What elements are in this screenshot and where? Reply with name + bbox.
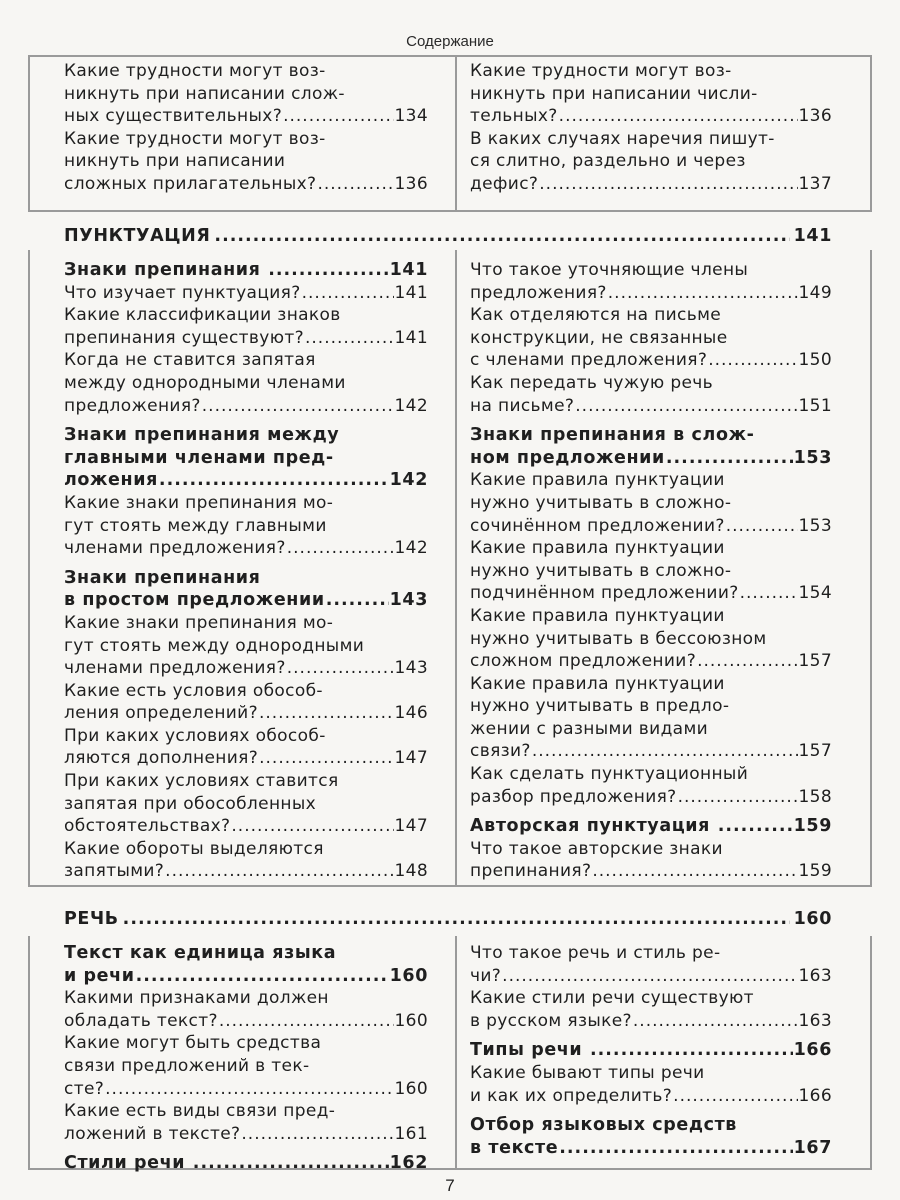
toc-page-number: 160: [394, 1010, 428, 1031]
leader-dots: [287, 537, 394, 560]
toc-entry-text: обладать текст?: [64, 1010, 218, 1031]
toc-page-number: 149: [798, 282, 832, 303]
toc-entry-line: нужно учитывать в бессоюзном: [470, 628, 767, 649]
leader-dots: [241, 1123, 393, 1146]
toc-entry-text: тельных?: [470, 106, 558, 127]
toc-entry-text: ляются дополнения?: [64, 748, 259, 769]
toc-page-number: 148: [394, 861, 428, 882]
toc-entry-line: При каких условиях ставится: [64, 771, 339, 792]
toc-entry-lastline: [64, 282, 428, 305]
toc-entry-lastline: [64, 657, 428, 680]
page-header: Содержание: [406, 33, 494, 50]
toc-entry-line: между однородными членами: [64, 372, 346, 393]
toc-entry-lastline: [64, 815, 428, 838]
toc-entry-text: в простом предложении: [64, 590, 325, 611]
toc-entry-line: Какие бывают типы речи: [470, 1062, 705, 1083]
leader-dots: [283, 105, 393, 128]
leader-dots: [590, 1039, 793, 1062]
toc-page-number: 141: [394, 282, 428, 303]
toc-entry-text: в русском языке?: [470, 1010, 632, 1031]
toc-entry-text: Стили речи: [64, 1153, 192, 1174]
toc-page-number: 141: [389, 260, 428, 280]
toc-subsection[interactable]: [64, 942, 428, 987]
toc-entry-line: Что такое уточняющие члены: [470, 260, 749, 280]
toc-entry-line: нужно учитывать в сложно-: [470, 492, 732, 513]
toc-entry-text: ном предложении: [470, 447, 665, 468]
toc-entry[interactable]: [470, 128, 832, 196]
toc-entry-lastline: [64, 1123, 428, 1146]
toc-page-number: 163: [798, 965, 832, 986]
toc-entry-lastline: [64, 537, 428, 560]
toc-page-number: 166: [798, 1085, 832, 1106]
toc-entry[interactable]: [64, 838, 428, 883]
toc-entry-line: Что такое авторские знаки: [470, 838, 723, 859]
toc-entry-text: препинания существуют?: [64, 327, 304, 348]
toc-entry-lastline: [470, 582, 832, 605]
toc-entry[interactable]: [64, 349, 428, 417]
toc-entry-text: запятыми?: [64, 861, 165, 882]
toc-entry-text: Авторская пунктуация: [470, 816, 717, 837]
toc-subsection[interactable]: [470, 424, 832, 469]
toc-page-number: 153: [793, 447, 832, 468]
leader-dots: [305, 327, 394, 350]
toc-entry[interactable]: [64, 282, 428, 305]
toc-entry-lastline: [470, 349, 832, 372]
column-divider-3: [455, 936, 457, 1170]
toc-entry[interactable]: [470, 259, 832, 304]
toc-entry-line: связи предложений в тек-: [64, 1055, 310, 1076]
leader-dots: [502, 965, 797, 988]
leader-dots: [740, 582, 798, 605]
toc-entry[interactable]: [470, 372, 832, 417]
toc-entry-line: Знаки препинания: [64, 567, 261, 588]
toc-entry-lastline: [470, 815, 832, 838]
toc-entry-line: Отбор языковых средств: [470, 1115, 737, 1136]
toc-page-number: 142: [394, 395, 428, 416]
toc-page-number: 153: [798, 515, 832, 536]
toc-entry-text: обстоятельствах?: [64, 816, 231, 837]
leader-dots: [159, 469, 389, 492]
toc-entry[interactable]: [64, 987, 428, 1032]
toc-entry-lastline: [470, 650, 832, 673]
toc-page-number: 158: [798, 786, 832, 807]
toc-entry-text: связи?: [470, 741, 531, 762]
toc-entry-line: Какие есть условия обособ-: [64, 680, 323, 701]
leader-dots: [259, 702, 394, 725]
toc-entry-lastline: [470, 282, 832, 305]
toc-entry-line: Знаки препинания в слож-: [470, 425, 755, 446]
toc-entry[interactable]: [64, 128, 428, 196]
toc-entry-line: Какие знаки препинания мо-: [64, 612, 334, 633]
leader-dots: [317, 173, 393, 196]
toc-entry-lastline: [64, 1152, 428, 1175]
toc-page-number: 136: [798, 106, 832, 127]
leader-dots: [575, 395, 797, 418]
toc-entry-line: Как отделяются на письме: [470, 305, 722, 326]
toc-subsection[interactable]: [64, 259, 428, 282]
toc-entry[interactable]: [470, 60, 832, 128]
toc-entry-lastline: [64, 259, 428, 282]
toc-entry-lastline: [470, 1039, 832, 1062]
toc-entry[interactable]: [470, 605, 832, 673]
toc-page-number: 157: [798, 651, 832, 672]
toc-subsection[interactable]: [470, 1114, 832, 1159]
toc-entry-text: Что изучает пунктуация?: [64, 282, 301, 303]
toc-subsection[interactable]: [470, 815, 832, 838]
toc-column-right-1: [470, 60, 832, 196]
toc-page-number: 166: [793, 1040, 832, 1061]
toc-entry-text: и как их определить?: [470, 1085, 673, 1106]
toc-entry-line: Какие классификации знаков: [64, 305, 341, 326]
toc-entry[interactable]: [64, 492, 428, 560]
toc-entry-lastline: [470, 447, 832, 470]
leader-dots: [219, 1010, 394, 1033]
toc-page-number: 157: [798, 741, 832, 762]
leader-dots: [268, 259, 388, 282]
toc-entry[interactable]: [470, 942, 832, 987]
toc-entry[interactable]: [470, 763, 832, 808]
leader-dots: [559, 1137, 792, 1160]
toc-entry-text: в тексте: [470, 1137, 559, 1158]
toc-entry-lastline: [64, 589, 428, 612]
toc-entry-lastline: [470, 740, 832, 763]
toc-entry-lastline: [470, 965, 832, 988]
toc-entry[interactable]: [64, 1100, 428, 1145]
toc-page-number: 160: [394, 1078, 428, 1099]
toc-entry-line: Какие правила пунктуации: [470, 605, 725, 626]
toc-entry-line: ся слитно, раздельно и через: [470, 151, 746, 172]
toc-entry-line: Какие знаки препинания мо-: [64, 492, 334, 513]
leader-dots: [123, 909, 790, 929]
toc-entry-text: сте?: [64, 1078, 105, 1099]
leader-dots: [708, 349, 797, 372]
leader-dots: [165, 860, 393, 883]
toc-page-number: 137: [798, 173, 832, 194]
toc-entry-line: запятая при обособленных: [64, 793, 317, 814]
toc-entry-line: Как передать чужую речь: [470, 372, 714, 393]
toc-column-left-2: [64, 259, 428, 883]
toc-entry-lastline: [470, 786, 832, 809]
toc-entry-text: и речи: [64, 965, 135, 986]
toc-entry-line: Какие есть виды связи пред-: [64, 1101, 336, 1122]
toc-entry-line: Какие правила пунктуации: [470, 538, 725, 559]
toc-page-number: 159: [793, 816, 832, 837]
toc-entry-line: Какие стили речи существуют: [470, 988, 754, 1009]
toc-entry-lastline: [64, 965, 428, 988]
toc-entry-text: с членами предложения?: [470, 350, 708, 371]
toc-entry[interactable]: [64, 725, 428, 770]
toc-entry-line: Какие правила пунктуации: [470, 470, 725, 491]
section-page: 141: [793, 226, 832, 246]
leader-dots: [539, 173, 797, 196]
leader-dots: [136, 965, 389, 988]
toc-entry-text: препинания?: [470, 861, 592, 882]
toc-subsection[interactable]: [470, 1039, 832, 1062]
toc-entry-lastline: [470, 860, 832, 883]
section-heading-punctuation[interactable]: [64, 226, 832, 246]
leader-dots: [718, 815, 793, 838]
leader-dots: [326, 589, 389, 612]
toc-page-number: 143: [394, 658, 428, 679]
leader-dots: [559, 105, 798, 128]
toc-entry-text: предложения?: [470, 282, 607, 303]
toc-entry-line: Какие правила пунктуации: [470, 673, 725, 694]
toc-entry-line: Какие могут быть средства: [64, 1033, 322, 1054]
toc-entry-line: нужно учитывать в предло-: [470, 696, 730, 717]
toc-column-right-2: [470, 259, 832, 883]
toc-entry-text: ления определений?: [64, 703, 258, 724]
toc-column-right-3: [470, 942, 832, 1159]
toc-entry-text: ных существительных?: [64, 106, 283, 127]
toc-entry[interactable]: [64, 60, 428, 128]
section-page: 160: [793, 909, 832, 929]
leader-dots: [592, 860, 797, 883]
toc-entry-line: Какие трудности могут воз-: [64, 128, 326, 149]
toc-page-number: 142: [389, 470, 428, 491]
toc-entry-line: гут стоять между однородными: [64, 635, 365, 656]
toc-column-left-3: [64, 942, 428, 1175]
toc-page-number: 167: [793, 1137, 832, 1158]
toc-entry-line: При каких условиях обособ-: [64, 725, 326, 746]
toc-entry-lastline: [470, 515, 832, 538]
toc-entry-text: сочинённом предложении?: [470, 515, 725, 536]
column-divider-1: [455, 55, 457, 212]
toc-entry-text: разбор предложения?: [470, 786, 677, 807]
toc-entry-line: нужно учитывать в сложно-: [470, 560, 732, 581]
toc-entry[interactable]: [64, 612, 428, 680]
toc-page-number: 161: [394, 1123, 428, 1144]
toc-page-number: 154: [798, 583, 832, 604]
toc-entry-line: Текст как единица языка: [64, 943, 337, 963]
toc-entry-lastline: [470, 1085, 832, 1108]
toc-entry-text: подчинённом предложении?: [470, 583, 739, 604]
leader-dots: [259, 747, 393, 770]
page-number: 7: [445, 1176, 455, 1195]
toc-entry[interactable]: [64, 680, 428, 725]
toc-entry-lastline: [64, 860, 428, 883]
section-title: ПУНКТУАЦИЯ: [64, 226, 211, 246]
toc-page-number: 151: [798, 395, 832, 416]
toc-subsection[interactable]: [64, 424, 428, 492]
toc-entry-line: Какие трудности могут воз-: [470, 61, 732, 81]
toc-entry-line: Как сделать пунктуационный: [470, 764, 749, 785]
column-divider-2: [455, 250, 457, 887]
toc-entry[interactable]: [470, 673, 832, 763]
toc-entry-text: сложных прилагательных?: [64, 173, 317, 194]
toc-entry-text: сложном предложении?: [470, 651, 697, 672]
toc-entry[interactable]: [64, 304, 428, 349]
toc-entry-line: жении с разными видами: [470, 718, 709, 739]
toc-subsection[interactable]: [64, 567, 428, 612]
toc-entry[interactable]: [470, 537, 832, 605]
leader-dots: [726, 515, 798, 538]
toc-entry-text: на письме?: [470, 395, 575, 416]
toc-entry-lastline: [64, 327, 428, 350]
leader-dots: [673, 1085, 797, 1108]
toc-entry-line: В каких случаях наречия пишут-: [470, 128, 775, 149]
toc-page-number: 147: [394, 748, 428, 769]
leader-dots: [678, 786, 798, 809]
toc-entry-line: Знаки препинания между: [64, 425, 340, 446]
toc-entry[interactable]: [470, 987, 832, 1032]
toc-page-number: 160: [389, 965, 428, 986]
toc-entry-lastline: [64, 1010, 428, 1033]
toc-entry-line: главными членами пред-: [64, 447, 334, 468]
leader-dots: [202, 395, 394, 418]
leader-dots: [231, 815, 393, 838]
toc-entry-text: предложения?: [64, 395, 201, 416]
toc-entry-lastline: [470, 105, 832, 128]
section-heading-speech[interactable]: [64, 909, 832, 929]
leader-dots: [608, 282, 798, 305]
toc-entry-line: гут стоять между главными: [64, 515, 327, 536]
toc-entry-lastline: [470, 1010, 832, 1033]
toc-entry-lastline: [64, 747, 428, 770]
toc-entry-lastline: [470, 395, 832, 418]
leader-dots: [532, 740, 798, 763]
toc-page-number: 143: [389, 590, 428, 611]
toc-page-number: 162: [389, 1153, 428, 1174]
section-title: РЕЧЬ: [64, 909, 119, 929]
toc-entry-lastline: [64, 173, 428, 196]
toc-entry-text: дефис?: [470, 173, 539, 194]
toc-page-number: 163: [798, 1010, 832, 1031]
leader-dots: [633, 1010, 798, 1033]
toc-entry-line: конструкции, не связанные: [470, 327, 728, 348]
toc-entry[interactable]: [64, 770, 428, 838]
toc-entry-text: членами предложения?: [64, 538, 286, 559]
toc-entry-lastline: [470, 1137, 832, 1160]
toc-entry-lastline: [64, 1078, 428, 1101]
toc-page-number: 150: [798, 350, 832, 371]
toc-page-number: 147: [394, 816, 428, 837]
toc-entry-text: чи?: [470, 965, 502, 986]
toc-entry-line: Какие обороты выделяются: [64, 838, 324, 859]
toc-entry-lastline: [64, 469, 428, 492]
toc-entry-line: никнуть при написании числи-: [470, 83, 758, 104]
leader-dots: [666, 447, 793, 470]
toc-entry-line: Какими признаками должен: [64, 988, 329, 1009]
leader-dots: [214, 226, 789, 246]
leader-dots: [697, 650, 797, 673]
toc-entry-lastline: [470, 173, 832, 196]
toc-entry-line: Какие трудности могут воз-: [64, 61, 326, 81]
leader-dots: [105, 1078, 393, 1101]
toc-entry[interactable]: [470, 304, 832, 372]
toc-page-number: 141: [394, 327, 428, 348]
leader-dots: [287, 657, 394, 680]
toc-entry-lastline: [64, 395, 428, 418]
toc-page-number: 159: [798, 861, 832, 882]
toc-entry-text: ложения: [64, 470, 158, 491]
toc-entry-line: Что такое речь и стиль ре-: [470, 943, 721, 963]
leader-dots: [193, 1152, 389, 1175]
toc-subsection[interactable]: [64, 1152, 428, 1175]
toc-entry-text: членами предложения?: [64, 658, 286, 679]
toc-page-number: 142: [394, 538, 428, 559]
toc-entry[interactable]: [470, 838, 832, 883]
toc-entry-line: никнуть при написании: [64, 151, 286, 172]
leader-dots: [302, 282, 394, 305]
toc-page-number: 146: [394, 703, 428, 724]
toc-page-number: 134: [394, 106, 428, 127]
toc-entry-lastline: [64, 702, 428, 725]
toc-entry-line: Когда не ставится запятая: [64, 350, 316, 371]
toc-entry[interactable]: [470, 469, 832, 537]
toc-column-left-1: [64, 60, 428, 196]
toc-page-number: 136: [394, 173, 428, 194]
toc-entry[interactable]: [470, 1062, 832, 1107]
toc-entry[interactable]: [64, 1032, 428, 1100]
toc-entry-text: Типы речи: [470, 1040, 589, 1061]
toc-entry-line: никнуть при написании слож-: [64, 83, 345, 104]
toc-entry-lastline: [64, 105, 428, 128]
toc-entry-text: ложений в тексте?: [64, 1123, 241, 1144]
toc-entry-text: Знаки препинания: [64, 260, 268, 280]
